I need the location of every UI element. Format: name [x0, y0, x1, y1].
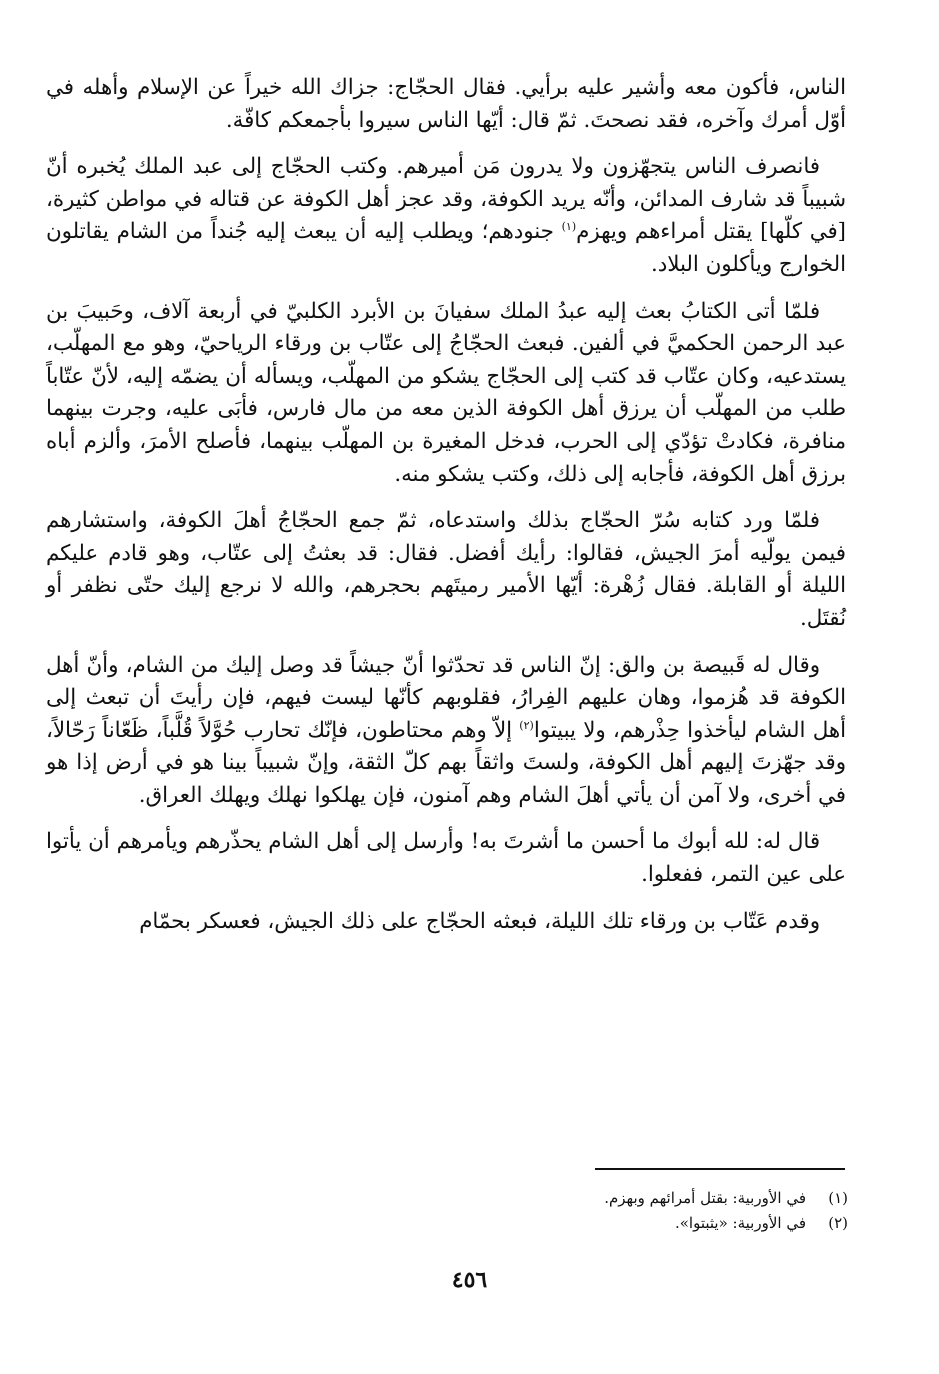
paragraph-6	[46, 826, 846, 891]
footnote-ref-1: (١)	[561, 220, 577, 234]
footnote-2-number: (٢)	[828, 1214, 848, 1232]
paragraph-4	[46, 505, 846, 635]
page-body	[46, 72, 846, 952]
paragraph-2-text-b: جنودهم؛ ويطلب إليه أن يبعث إليه جُنداً من الشام يقاتلون الخوارج ويأكلون البلاد.	[46, 219, 846, 277]
paragraph-6-text: قال له: لله أبوك ما أحسن ما أشرتَ به! وأرسل إلى أهل الشام يحذّرهم ويأمرهم أن يأتوا على عين التمر، ففعلوا.	[46, 829, 846, 888]
paragraph-5	[46, 650, 846, 813]
paragraph-4-text: فلمّا ورد كتابه سُرّ الحجّاج بذلك واستدعاه، ثمّ جمع الحجّاجُ أهلَ الكوفة، واستشارهم فيمن يولّيه أمرَ الجيش، فقالوا: رأيك أفضل. فقال: قد بعثتُ إلى عتّاب، وهو قادم عليكم الليلة أو القابلة. فقال زُهْرة: أيّها الأمير رميتَهم بحجرهم، والله لا نرجع إليك حتّى نظفر أو نُقتَل.	[46, 508, 846, 631]
paragraph-2-text-a: فانصرف الناس يتجهّزون ولا يدرون مَن أميرهم. وكتب الحجّاج إلى عبد الملك يُخبره أنّ شبيباً قد شارف المدائن، وأنّه يريد الكوفة، وقد عجز أهل الكوفة عن قتاله في مواطن كثيرة، [في كلّها] يقتل أمراءهم ويهزم	[46, 154, 846, 245]
paragraph-3-text: فلمّا أتى الكتابُ بعث إليه عبدُ الملك سفيانَ بن الأبرد الكلبيّ في أربعة آلاف، وحَبيبَ بن عبد الرحمن الحكميَّ في ألفين. فبعث الحجّاجُ إلى عتّاب بن ورقاء الرياحيّ، وهو مع المهلّب، يستدعيه، وكان عتّاب قد كتب إلى الحجّاج يشكو من المهلّب، ويسأله أن يضمّه إليه، لأنّ عتّاباً طلب من المهلّب أن يرزق أهل الكوفة الذين معه من مال فارس، فأبَى عليه، وجرت بينهما منافرة، فكادتْ تؤدّي إلى الحرب، فدخل المغيرة بن المهلّب بينهما، فأصلح الأمرَ، وألزم أباه برزق أهل الكوفة، فأجابه إلى ذلك، وكتب يشكو منه.	[46, 298, 846, 487]
paragraph-1	[46, 72, 846, 137]
footnote-1	[300, 1186, 848, 1211]
page-number: ٤٥٦	[451, 1267, 488, 1293]
paragraph-7-text: وقدم عَتّاب بن ورقاء تلك الليلة، فبعثه الحجّاج على ذلك الجيش، فعسكر بحمّام	[139, 908, 820, 934]
paragraph-1-text: الناس، فأكون معه وأشير عليه برأيي. فقال الحجّاج: جزاك الله خيراً عن الإسلام وأهله في أوّل أمرك وآخره، فقد نصحتَ. ثمّ قال: أيّها الناس سيروا بأجمعكم كافّة.	[46, 75, 846, 133]
paragraph-3	[46, 296, 846, 492]
footnote-1-number: (١)	[828, 1189, 848, 1207]
footnotes	[300, 1186, 848, 1236]
paragraph-7	[46, 906, 846, 939]
footnote-2	[300, 1211, 848, 1236]
footnote-ref-2: (٢)	[519, 718, 534, 732]
footnote-divider	[595, 1168, 845, 1170]
footnote-1-text: في الأوربية: بقتل أمرائهم وبهزم.	[604, 1189, 806, 1207]
paragraph-2	[46, 151, 846, 281]
paragraph-5-text-b: إلاّ وهم محتاطون، فإنّك تحارب حُوَّلاً قُلَّباً، ظَعّاناً رَحّالاً، وقد جهّزتَ إليهم أهل الكوفة، ولستَ واثقاً بهم كلّ الثقة، وإنّ شبيباً بينا هو في أرض إذا هو في أخرى، ولا آمن أن يأتي أهلَ الشام وهم آمنون، فإن يهلكوا نهلك ويهلك العراق.	[46, 717, 846, 808]
paragraph-5-text-a: وقال له قَبيصة بن والق: إنّ الناس قد تحدّثوا أنّ جيشاً قد وصل إليك من الشام، وأنّ أهل الكوفة قد هُزموا، وهان عليهم الفِرارُ، فقلوبهم كأنّها ليست فيهم، فإن رأيتَ أن تبعث إلى أهل الشام ليأخذوا حِذْرهم، ولا يبيتوا	[46, 652, 846, 743]
footnote-2-text: في الأوربية: «يثبتوا».	[674, 1214, 806, 1232]
